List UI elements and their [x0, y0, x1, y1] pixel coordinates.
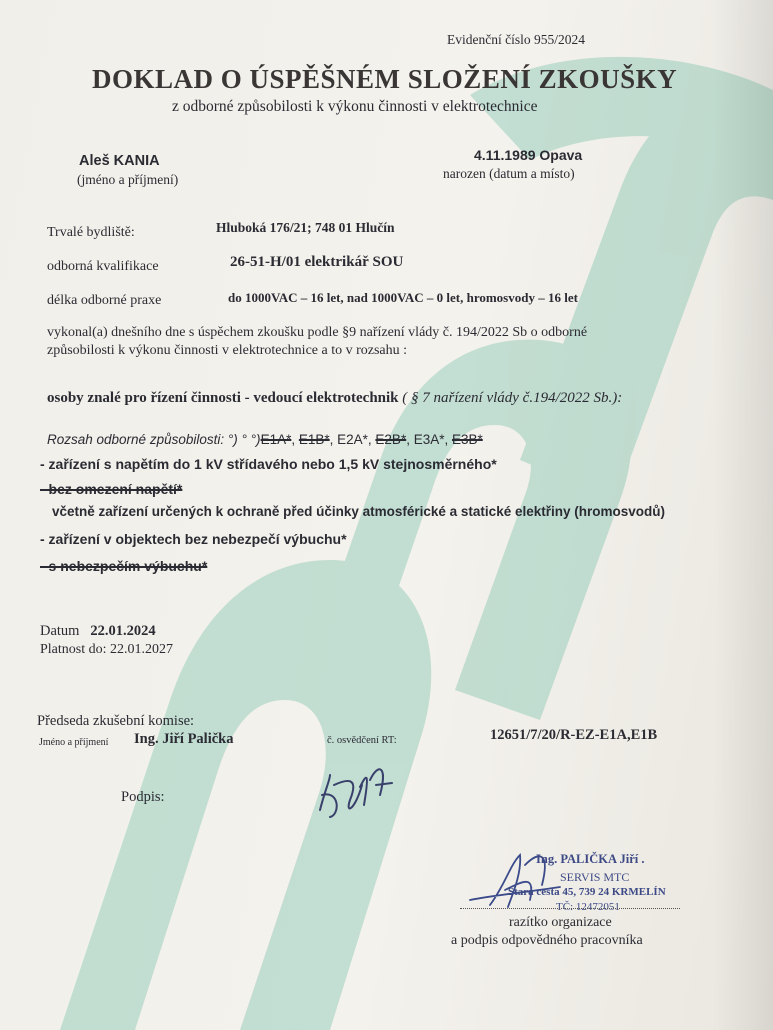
- scope-prefix: Rozsah odborné způsobilosti: °) ° °): [47, 432, 261, 447]
- statement-line-2: způsobilosti k výkonu činnosti v elektrotechnice a to v rozsahu :: [47, 343, 408, 358]
- address-value: Hluboká 176/21; 748 01 Hlučín: [216, 220, 395, 235]
- stamp-line-2: SERVIS MTC: [560, 870, 630, 884]
- document-title: DOKLAD O ÚSPĚŠNÉM SLOŽENÍ ZKOUŠKY: [92, 64, 678, 94]
- scope-item-lightning: včetně zařízení určených k ochraně před účinky atmosférické a statické elektřiny (hromosvodů): [52, 504, 665, 519]
- person-name-label: (jméno a příjmení): [77, 172, 179, 187]
- stamp-caption-2: a podpis odpovědného pracovníka: [451, 933, 643, 948]
- date-row: [40, 623, 156, 640]
- scope-item-unlimited-voltage: - bez omezení napětí*: [40, 481, 183, 497]
- date-value: 22.01.2024: [90, 623, 156, 639]
- address-label: Trvalé bydliště:: [47, 225, 135, 240]
- stamp-line-3: Stará cesta 45, 739 24 KRMELÍN: [508, 886, 666, 898]
- handwritten-signature: [300, 755, 400, 825]
- birth-label: narozen (datum a místo): [443, 166, 575, 181]
- chair-name-label: Jméno a příjmení: [39, 737, 109, 748]
- scope-item-low-voltage: - zařízení s napětím do 1 kV střídavého nebo 1,5 kV stejnosměrného*: [40, 456, 497, 472]
- scope-e1a: E1A*: [260, 432, 292, 447]
- practice-label: délka odborné praxe: [47, 293, 162, 308]
- stamp-caption-1: razítko organizace: [509, 915, 612, 930]
- evidence-number: Evidenční číslo 955/2024: [447, 32, 585, 47]
- chair-name: Ing. Jiří Palička: [134, 731, 234, 747]
- person-name: Aleš KANIA: [79, 153, 160, 169]
- scope-item-no-explosion: - zařízení v objektech bez nebezpečí výbuchu*: [40, 531, 347, 547]
- qualification-label: odborná kvalifikace: [47, 259, 159, 274]
- scope-e3b: E3B*: [451, 432, 483, 447]
- role-line: [47, 390, 622, 407]
- qualification-value: 26-51-H/01 elektrikář SOU: [230, 254, 404, 270]
- statement-line-1: vykonal(a) dnešního dne s úspěchem zkoušku podle §9 nařízení vlády č. 194/2022 Sb o odborné: [47, 325, 588, 340]
- birth-info: 4.11.1989 Opava: [474, 147, 583, 163]
- scope-separator-2: , E2A*,: [329, 432, 376, 447]
- scope-e1b: E1B*: [298, 432, 330, 447]
- scope-e2b: E2B*: [375, 432, 407, 447]
- document-subtitle: z odborné způsobilosti k výkonu činnosti v elektrotechnice: [172, 98, 538, 115]
- page-shadow: [713, 0, 773, 1030]
- certificate-number-label: č. osvědčení RT:: [327, 735, 397, 746]
- certificate-number: 12651/7/20/R-EZ-E1A,E1B: [490, 727, 658, 743]
- stamp-line-4: TČ: 12472051: [556, 901, 620, 913]
- signature-label: Podpis:: [121, 789, 165, 805]
- scope-separator-3: , E3A*,: [406, 432, 452, 447]
- committee-chair-label: Předseda zkušební komise:: [37, 713, 195, 729]
- stamp-line-1: Ing. PALIČKA Jiří .: [536, 852, 645, 866]
- role-reference: ( § 7 nařízení vlády č.194/2022 Sb.):: [398, 390, 623, 406]
- role-title: osoby znalé pro řízení činnosti - vedoucí elektrotechnik: [47, 390, 399, 406]
- scope-item-explosion: - s nebezpečím výbuchu*: [40, 558, 208, 574]
- scope-separator-1: ,: [291, 432, 299, 447]
- practice-value: do 1000VAC – 16 let, nad 1000VAC – 0 let, hromosvody – 16 let: [228, 290, 578, 305]
- stamp-dotted-line: [460, 908, 680, 909]
- validity-date: Platnost do: 22.01.2027: [40, 642, 174, 657]
- scope-line: [47, 432, 483, 447]
- date-label: Datum: [40, 623, 80, 639]
